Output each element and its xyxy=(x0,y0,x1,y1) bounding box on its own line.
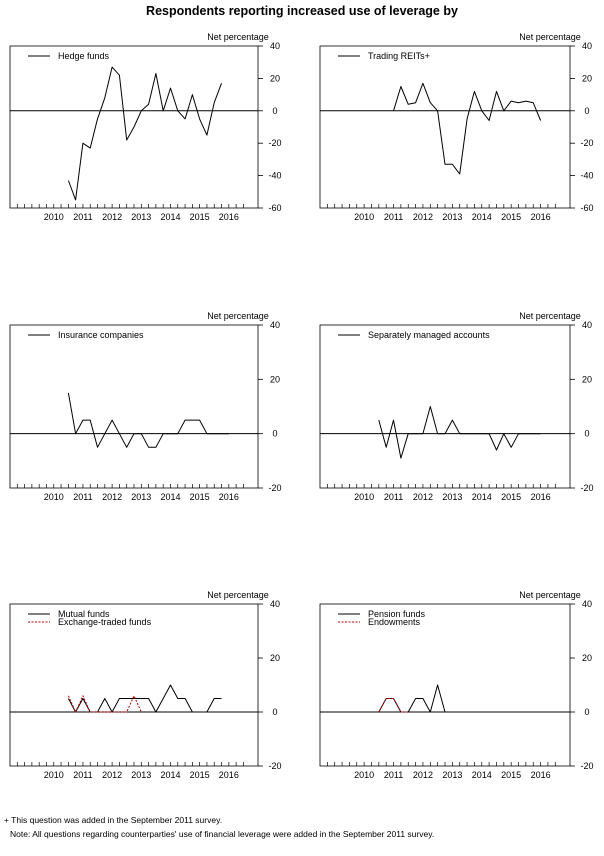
x-tick-label: 2013 xyxy=(442,770,463,780)
x-tick-label: 2012 xyxy=(412,212,433,222)
legend-label: Hedge funds xyxy=(58,51,110,61)
x-tick-label: 2014 xyxy=(160,770,181,780)
y-tick-label: 40 xyxy=(269,599,281,609)
x-tick-label: 2010 xyxy=(354,492,375,502)
y-tick-label: -20 xyxy=(580,138,594,149)
x-tick-label: 2015 xyxy=(189,770,210,780)
chart-panel-2 xyxy=(320,32,594,222)
x-tick-label: 2015 xyxy=(501,492,522,502)
y-axis-label: Net percentage xyxy=(207,311,269,321)
x-tick-label: 2014 xyxy=(471,770,492,780)
x-tick-label: 2016 xyxy=(218,770,239,780)
y-tick-label: 0 xyxy=(584,105,590,116)
y-tick-label: 20 xyxy=(269,374,281,385)
chart-panel-6 xyxy=(320,590,594,780)
y-tick-label: 20 xyxy=(581,374,593,385)
x-tick-label: 2010 xyxy=(354,770,375,780)
x-tick-label: 2012 xyxy=(102,770,123,780)
y-tick-label: -60 xyxy=(268,203,282,213)
x-tick-label: 2016 xyxy=(530,770,551,780)
x-tick-label: 2012 xyxy=(102,492,123,502)
y-tick-label: -20 xyxy=(268,138,282,149)
page-title: Respondents reporting increased use of leverage by xyxy=(146,4,458,18)
x-tick-label: 2011 xyxy=(73,212,93,222)
x-tick-label: 2011 xyxy=(73,770,93,780)
y-tick-label: 20 xyxy=(581,73,593,84)
footnote-added: + This question was added in the September 2011 survey. xyxy=(4,815,223,825)
x-tick-label: 2010 xyxy=(43,770,64,780)
x-tick-label: 2014 xyxy=(471,492,492,502)
chart-panel-5 xyxy=(10,590,282,780)
series-line-insurance-companies xyxy=(68,393,228,447)
x-tick-label: 2011 xyxy=(73,492,93,502)
y-tick-label: -60 xyxy=(580,203,594,213)
series-line-trading-reits xyxy=(394,83,541,174)
y-tick-label: 40 xyxy=(269,41,281,51)
plot-frame xyxy=(10,604,258,766)
plot-frame xyxy=(320,46,570,208)
x-tick-label: 2015 xyxy=(189,492,210,502)
plot-frame xyxy=(10,325,258,488)
plot-frame xyxy=(320,325,570,488)
legend-label: Exchange-traded funds xyxy=(58,617,152,627)
y-axis-label: Net percentage xyxy=(519,32,581,42)
chart-panel-1 xyxy=(10,32,282,222)
series-line-endowments xyxy=(379,699,408,713)
x-tick-label: 2014 xyxy=(160,212,181,222)
y-tick-label: 40 xyxy=(581,41,593,51)
y-tick-label: 20 xyxy=(581,653,593,663)
x-tick-label: 2010 xyxy=(43,212,64,222)
x-tick-label: 2012 xyxy=(102,212,123,222)
y-tick-label: 0 xyxy=(584,428,590,439)
x-tick-label: 2013 xyxy=(131,212,152,222)
x-tick-label: 2015 xyxy=(501,770,522,780)
x-tick-label: 2011 xyxy=(383,492,404,502)
chart-panel-4 xyxy=(320,311,594,502)
x-tick-label: 2010 xyxy=(43,492,64,502)
y-tick-label: -40 xyxy=(580,170,594,181)
legend-label: Insurance companies xyxy=(58,330,144,340)
x-tick-label: 2011 xyxy=(383,212,404,222)
x-tick-label: 2016 xyxy=(218,212,239,222)
x-tick-label: 2012 xyxy=(412,492,433,502)
x-tick-label: 2014 xyxy=(160,492,181,502)
x-tick-label: 2016 xyxy=(530,492,551,502)
y-tick-label: -20 xyxy=(268,761,282,771)
y-tick-label: 0 xyxy=(272,428,278,439)
series-line-hedge-funds xyxy=(68,67,221,200)
y-tick-label: -20 xyxy=(580,761,594,771)
footnote-note: Note: All questions regarding counterparties' use of financial leverage were added in the September 2011 survey. xyxy=(10,829,435,839)
y-tick-label: 20 xyxy=(269,653,281,663)
y-tick-label: 0 xyxy=(584,707,590,717)
x-tick-label: 2016 xyxy=(218,492,239,502)
y-tick-label: -20 xyxy=(268,483,282,493)
x-tick-label: 2016 xyxy=(530,212,551,222)
y-tick-label: 40 xyxy=(581,599,593,609)
x-tick-label: 2013 xyxy=(442,492,463,502)
series-line-pension-funds xyxy=(379,685,541,712)
y-axis-label: Net percentage xyxy=(519,311,581,321)
y-axis-label: Net percentage xyxy=(519,590,581,600)
plot-frame xyxy=(320,604,570,766)
x-tick-label: 2015 xyxy=(189,212,210,222)
x-tick-label: 2014 xyxy=(471,212,492,222)
x-tick-label: 2015 xyxy=(501,212,522,222)
x-tick-label: 2011 xyxy=(383,770,404,780)
x-tick-label: 2012 xyxy=(412,770,433,780)
y-tick-label: -20 xyxy=(580,483,594,493)
chart-panel-3 xyxy=(10,311,282,502)
y-tick-label: 0 xyxy=(272,707,278,717)
y-tick-label: 40 xyxy=(581,320,593,330)
legend-label: Mutual funds xyxy=(58,609,110,619)
legend-label: Pension funds xyxy=(368,609,426,619)
y-tick-label: 0 xyxy=(272,105,278,116)
series-line-mutual-funds xyxy=(68,685,221,712)
x-tick-label: 2013 xyxy=(442,212,463,222)
y-axis-label: Net percentage xyxy=(207,590,269,600)
legend-label: Trading REITs+ xyxy=(368,51,430,61)
y-tick-label: 40 xyxy=(269,320,281,330)
legend-label: Separately managed accounts xyxy=(368,330,490,340)
x-tick-label: 2013 xyxy=(131,492,152,502)
x-tick-label: 2010 xyxy=(354,212,375,222)
y-axis-label: Net percentage xyxy=(207,32,269,42)
legend-label: Endowments xyxy=(368,617,421,627)
y-tick-label: -40 xyxy=(268,170,282,181)
x-tick-label: 2013 xyxy=(131,770,152,780)
series-line-separately-managed-accounts xyxy=(379,407,541,459)
y-tick-label: 20 xyxy=(269,73,281,84)
